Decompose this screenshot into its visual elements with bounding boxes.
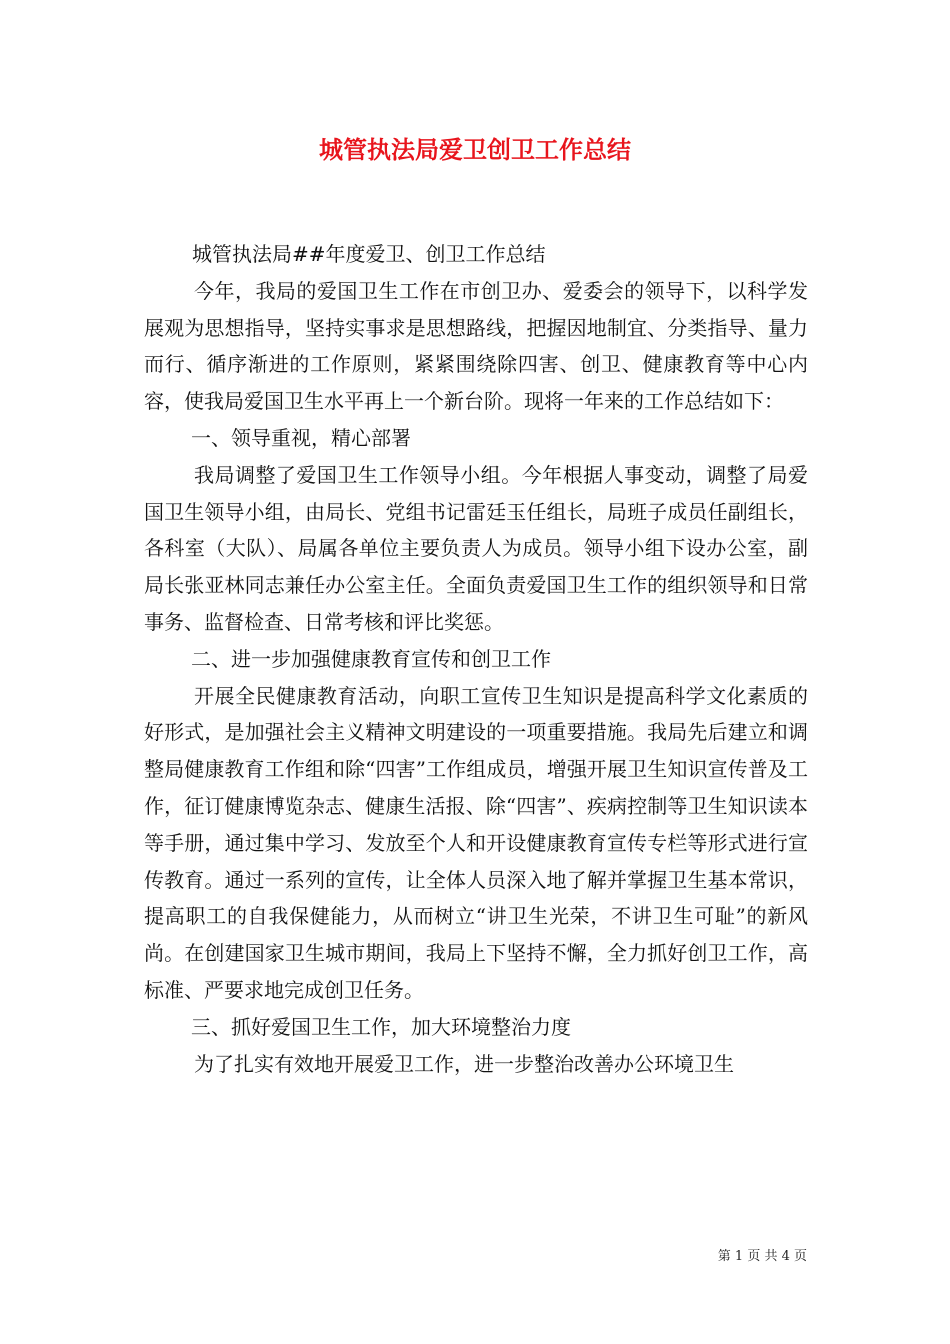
- subtitle-paragraph: 城管执法局##年度爱卫、创卫工作总结: [192, 242, 546, 266]
- section-1-paragraph: 我局调整了爱国卫生工作领导小组。今年根据人事变动，调整了局爱国卫生领导小组，由局长、党组书记雷廷玉任组长，局班子成员任副组长，各科室（大队）、局属各单位主要负责人为成员。领导小组下设办公室，副局长张亚林同志兼任办公室主任。全面负责爱国卫生工作的组织领导和日常事务、监督检查、日常考核和评比奖惩。: [144, 462, 808, 634]
- section-heading-1: 一、领导重视，精心部署: [191, 425, 411, 450]
- section-3-paragraph: 为了扎实有效地开展爱卫工作，进一步整治改善办公环境卫生: [194, 1051, 734, 1076]
- document-title: 城管执法局爱卫创卫工作总结: [319, 135, 631, 164]
- section-2-paragraph: 开展全民健康教育活动，向职工宣传卫生知识是提高科学文化素质的好形式，是加强社会主义精神文明建设的一项重要措施。我局先后建立和调整局健康教育工作组和除“四害”工作组成员，增强开展卫生知识宣传普及工作，征订健康博览杂志、健康生活报、除“四害”、疾病控制等卫生知识读本等手册，通过集中学习、发放至个人和开设健康教育宣传专栏等形式进行宣传教育。通过一系列的宣传，让全体人员深入地了解并掌握卫生基本常识，提高职工的自我保健能力，从而树立“讲卫生光荣，不讲卫生可耻”的新风尚。在创建国家卫生城市期间，我局上下坚持不懈，全力抓好创卫工作，高标准、严要求地完成创卫任务。: [144, 683, 808, 1002]
- document-body: [144, 236, 808, 1082]
- section-heading-2: 二、进一步加强健康教育宣传和创卫工作: [191, 646, 551, 671]
- page-number-footer: 第 1 页 共 4 页: [717, 1249, 807, 1264]
- intro-paragraph: 今年，我局的爱国卫生工作在市创卫办、爱委会的领导下，以科学发展观为思想指导，坚持实事求是思想路线，把握因地制宜、分类指导、量力而行、循序渐进的工作原则，紧紧围绕除四害、创卫、健康教育等中心内容，使我局爱国卫生水平再上一个新台阶。现将一年来的工作总结如下：: [144, 278, 808, 414]
- section-heading-3: 三、抓好爱国卫生工作，加大环境整治力度: [191, 1014, 571, 1039]
